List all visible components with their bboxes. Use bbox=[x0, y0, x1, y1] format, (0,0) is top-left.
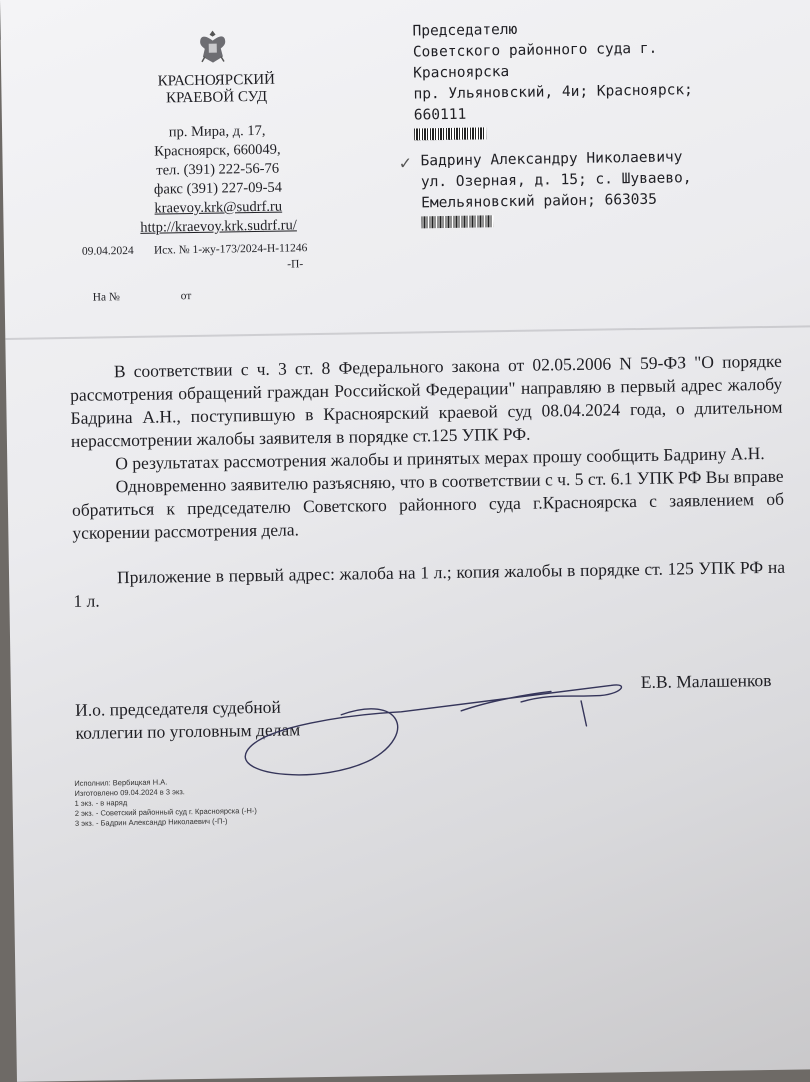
barcode-icon bbox=[414, 127, 486, 140]
checkmark-icon: ✓ bbox=[398, 153, 413, 173]
court-name bbox=[121, 71, 312, 108]
recipient-line: Председателю bbox=[412, 21, 518, 40]
outgoing-number: Исх. № 1-жу-173/2024-Н-11246 bbox=[153, 242, 308, 257]
address-line: факс (391) 227-09-54 bbox=[153, 179, 283, 198]
body-paragraph: В соответствии с ч. 3 ст. 8 Федерального закона от 02.05.2006 N 59-ФЗ "О порядке рассмотрения обращений граждан Российской Федерации" направляю в первый адрес жалобу Бадрина А.Н., поступившую в Красноярский краевой суд 08.04.2024 года, о длительном нерассмотрении жалобы заявителя в порядке ст.125 УПК РФ. bbox=[70, 350, 783, 451]
sender-address bbox=[112, 121, 324, 238]
recipient-line: Емельяновский район; 663035 bbox=[421, 191, 658, 212]
signer-position-line: И.о. председателя судебной bbox=[75, 696, 281, 720]
coat-of-arms-icon bbox=[192, 26, 233, 67]
footer-line: 2 экз. - Советский районный суд г. Красноярска (-Н-) bbox=[74, 806, 257, 818]
letter-body bbox=[70, 350, 786, 613]
reference-from-label: от bbox=[180, 290, 192, 303]
footer-line: 1 экз. - в наряд bbox=[74, 798, 128, 808]
address-line: пр. Мира, д. 17, bbox=[168, 122, 266, 141]
footer-line: 3 экз. - Бадрин Александр Николаевич (-П-) bbox=[74, 816, 228, 828]
reference-number-label: На № bbox=[92, 291, 121, 304]
outgoing-suffix: -П- bbox=[287, 258, 304, 271]
recipient-line: Бадрину Александру Николаевичу bbox=[420, 149, 683, 170]
body-paragraph: Одновременно заявителю разъясняю, что в соответствии с ч. 5 ст. 6.1 УПК РФ Вы вправе обратиться к председателю Советского районного суда г.Красноярска с заявлением об ускорении рассмотрения дела. bbox=[71, 465, 785, 543]
footer-line: Исполнил: Вербицкая Н.А. bbox=[74, 777, 168, 788]
footer-line: Изготовлено 09.04.2024 в 3 экз. bbox=[74, 787, 185, 798]
executor-footer bbox=[74, 776, 257, 829]
email-link[interactable]: kraevoy.krk@sudrf.ru bbox=[154, 198, 283, 217]
recipient-line: ул. Озерная, д. 15; с. Шуваево, bbox=[420, 170, 692, 191]
paper-fold bbox=[5, 325, 810, 340]
website-link[interactable]: http://kraevoy.krk.sudrf.ru/ bbox=[140, 217, 297, 236]
court-name-line: КРАСНОЯРСКИЙ bbox=[157, 71, 276, 90]
recipient-line: пр. Ульяновский, 4и; Красноярск; bbox=[413, 82, 693, 103]
recipient-person bbox=[420, 147, 692, 228]
recipient-line: Советского районного суда г. bbox=[412, 40, 658, 61]
court-name-line: КРАЕВОЙ СУД bbox=[165, 88, 268, 107]
address-line: тел. (391) 222-56-76 bbox=[156, 160, 280, 179]
signer-position-line: коллегии по уголовным делам bbox=[75, 719, 301, 743]
outgoing-date: 09.04.2024 bbox=[81, 244, 134, 258]
recipient-court bbox=[412, 17, 693, 140]
address-line: Красноярск, 660049, bbox=[154, 141, 281, 160]
recipient-line: Красноярска bbox=[413, 64, 510, 82]
recipient-line: 660111 bbox=[413, 106, 467, 124]
barcode-icon bbox=[421, 215, 493, 228]
signer-name: Е.В. Малашенков bbox=[640, 669, 772, 693]
body-paragraph: О результатах рассмотрения жалобы и принятых мерах прошу сообщить Бадрину А.Н. bbox=[115, 443, 765, 474]
handwritten-signature bbox=[191, 670, 653, 787]
attachment-paragraph: Приложение в первый адрес: жалоба на 1 л.; копия жалобы в порядке ст. 125 УПК РФ на 1 л. bbox=[73, 556, 786, 611]
